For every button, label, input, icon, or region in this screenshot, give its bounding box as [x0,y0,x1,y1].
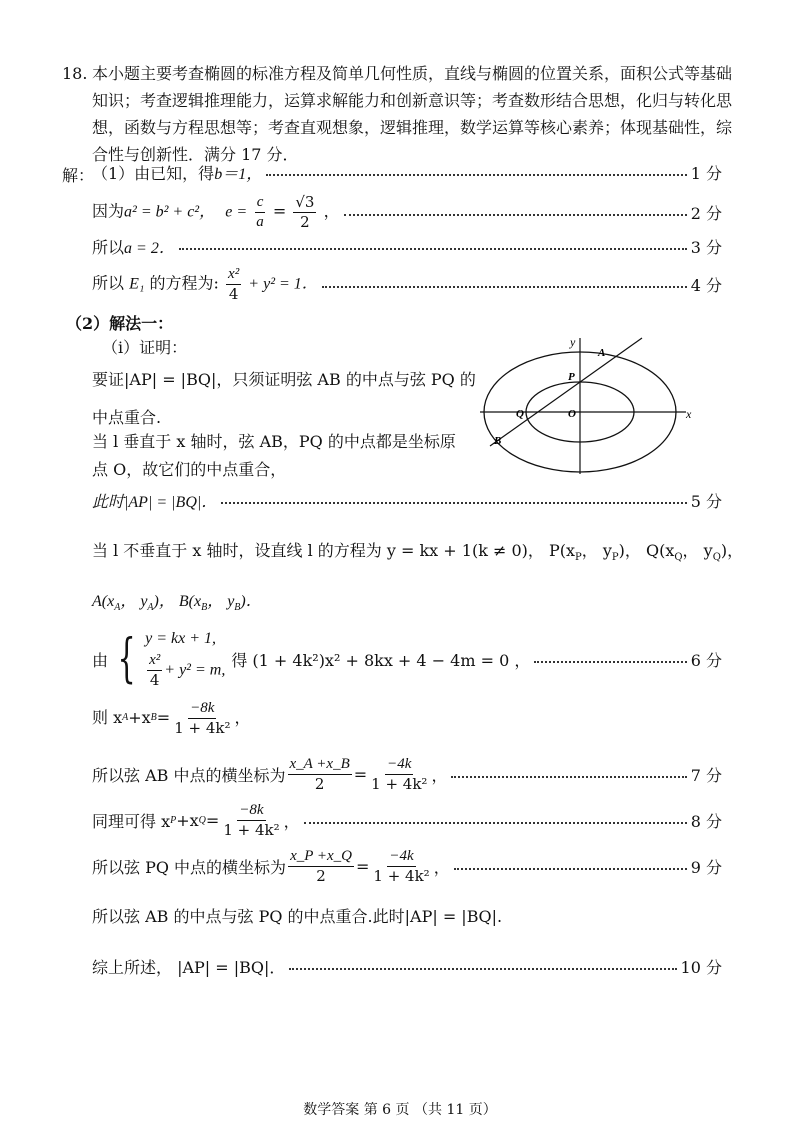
step-8: 同理可得 x P +x Q = $\frac{-8k}{\text{1 + 4k²}}$ ， 8 分 [92,802,722,839]
label-x: x [686,407,692,421]
para-3: 当 l 不垂直于 x 轴时，设直线 l 的方程为 y = kx + 1(k ≠ 0)， $P(x_P$， $y_P$)， $Q(x_Q$， $y_Q$)， [92,541,744,564]
para-5: 所以弦 AB 的中点与弦 PQ 的中点重合.此时|AP| = |BQ|. [92,907,503,926]
leader-dots [266,174,687,176]
leader-dots [454,868,687,870]
score-9: 9 分 [690,857,722,877]
left-brace: { [117,629,136,689]
step-10: 综上所述， |AP| = |BQ|． 10 分 [92,954,722,978]
fraction-sqrt3-2: $\frac{√3}{2}$ [295,193,315,231]
label-A: A [598,347,606,359]
leader-dots [179,248,687,250]
step-1: （1）由已知，得b＝1， 1 分 [92,160,722,184]
problem-number: 18. [62,64,88,83]
label-y: y [570,335,576,349]
score-5: 5 分 [690,491,722,511]
leader-dots [451,776,686,778]
part2-header: （2）解法一： [66,314,174,333]
score-10: 10 分 [680,957,722,977]
step-3: 所以a = 2． 3 分 [92,234,722,258]
label-O: O [568,408,576,420]
part2-sub-i: （i）证明： [102,338,188,357]
leader-dots [221,502,686,504]
fraction-x2-4: $\frac{\text{x²}}{4}$ [228,266,240,303]
ellipse-figure [480,334,702,474]
step-7: 所以弦 AB 中点的横坐标为 $\frac{x\_A +x\_B}{2}$ = $\frac{-4k}{\text{1 + 4k²}}$ ， 7 分 [92,756,722,793]
leader-dots [322,286,687,288]
score-8: 8 分 [690,811,722,831]
para-4: $A(x_A$， $y_A$)， $B(x_B$， $y_B$)． [92,593,262,614]
leader-dots [304,822,687,824]
solution-label: 解： [62,166,95,185]
label-P: P [568,371,575,383]
leader-dots [344,214,687,216]
leader-dots [534,661,686,663]
step-4: 所以 E₁ 的方程为: $\frac{\text{x²}}{4}$ + y² = 1． 4 分 [92,266,722,303]
step-5: 此时|AP| = |BQ|． 5 分 [92,488,722,512]
label-B: B [494,435,502,447]
score-4: 4 分 [690,275,722,295]
para-2b: 点 O，故它们的中点重合， [92,460,287,479]
label-Q: Q [516,408,524,420]
score-2: 2 分 [690,203,722,223]
page-footer: 数学答案 第 6 页 （共 11 页） [303,1102,497,1118]
score-3: 3 分 [690,237,722,257]
step-6: 由 { y = kx + 1, $\frac{\text{x²}}{4}$ + y² = m, 得 (1 + 4k²)x² + 8kx + 4 − 4m = 0 ， 6 分 [92,629,722,689]
fraction-c-a: $\frac{c}{a}$ [256,194,264,230]
problem-intro: 本小题主要考查椭圆的标准方程及简单几何性质，直线与椭圆的位置关系，面积公式等基础知识；考查逻辑推理能力，运算求解能力和创新意识等；考查数形结合思想，化归与转化思想，函数与方程思想等；考查直观想象，逻辑推理，数学运算等核心素养；体现基础性，综合性与创新性．满分 17 分． [92,64,733,164]
step-2: 因为a² = b² + c²， e = $\frac{c}{a}$ = $\frac{√3}{2}$ ， 2 分 [92,193,722,231]
para-1a: 要证|AP| = |BQ|，只须证明弦 AB 的中点与弦 PQ 的 [92,370,476,389]
score-7: 7 分 [690,765,722,785]
score-1: 1 分 [690,163,722,183]
sum-ab: 则 x A +x B = $\frac{-8k}{\text{1 + 4k²}}$ ， [92,700,251,737]
para-2a: 当 l 垂直于 x 轴时，弦 AB，PQ 的中点都是坐标原 [92,432,456,451]
leader-dots [289,968,676,970]
para-1b: 中点重合. [92,408,162,427]
score-6: 6 分 [690,650,722,670]
step-9: 所以弦 PQ 中点的横坐标为 $\frac{x\_P +x\_Q}{2}$ = $\frac{-4k}{\text{1 + 4k²}}$ ， 9 分 [92,848,722,885]
